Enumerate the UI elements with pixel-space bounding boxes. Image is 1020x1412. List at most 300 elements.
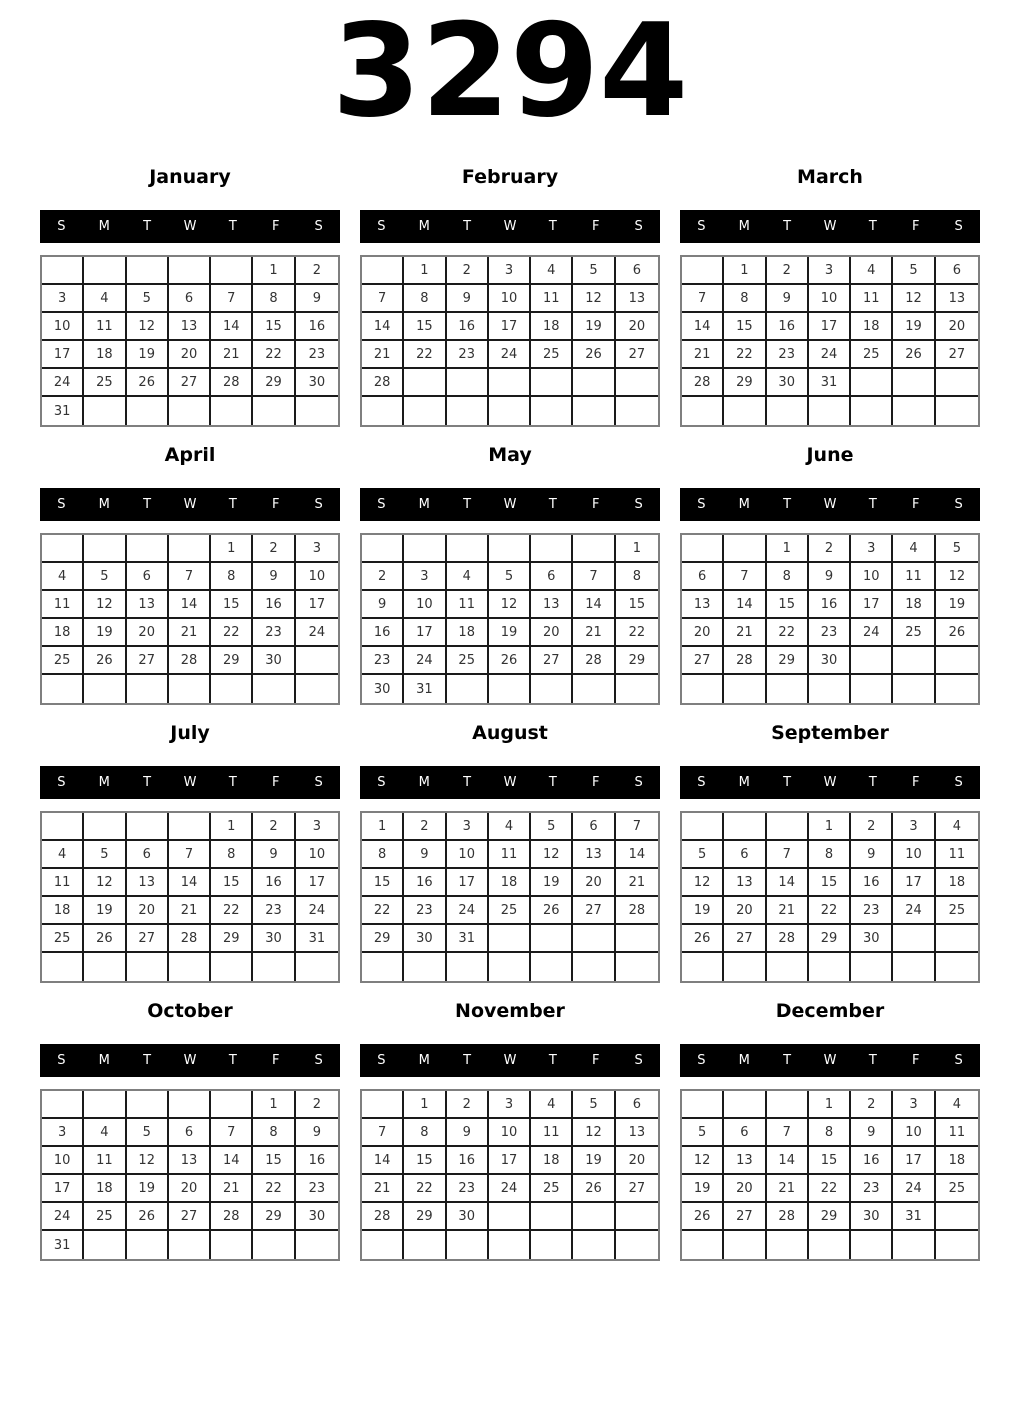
day-cell: 23 bbox=[767, 341, 809, 369]
day-cell: 26 bbox=[489, 647, 531, 675]
month-card bbox=[40, 158, 340, 427]
day-cell: 31 bbox=[296, 925, 338, 953]
weekday-header-wed: W bbox=[823, 219, 837, 234]
day-cell: 6 bbox=[531, 563, 573, 591]
day-cell: 3 bbox=[296, 535, 338, 563]
empty-day-cell bbox=[253, 1231, 295, 1259]
month-title: June bbox=[806, 444, 854, 466]
empty-day-cell bbox=[84, 1091, 126, 1119]
day-cell: 8 bbox=[809, 1119, 851, 1147]
day-cell: 4 bbox=[531, 257, 573, 285]
day-cell: 11 bbox=[936, 1119, 978, 1147]
weekday-header-sat: S bbox=[954, 219, 963, 234]
weekday-header-mon: M bbox=[98, 1053, 110, 1068]
day-cell: 6 bbox=[616, 257, 658, 285]
day-cell: 13 bbox=[616, 285, 658, 313]
day-cell: 3 bbox=[851, 535, 893, 563]
weekday-header-thu: T bbox=[228, 1053, 237, 1068]
day-cell: 10 bbox=[404, 591, 446, 619]
empty-day-cell bbox=[362, 1231, 404, 1259]
weekday-header-sun: S bbox=[377, 775, 386, 790]
empty-day-cell bbox=[573, 925, 615, 953]
day-cell: 15 bbox=[724, 313, 766, 341]
day-cell: 13 bbox=[531, 591, 573, 619]
day-cell: 29 bbox=[809, 1203, 851, 1231]
day-cell: 12 bbox=[936, 563, 978, 591]
day-cell: 1 bbox=[253, 1091, 295, 1119]
empty-day-cell bbox=[42, 1091, 84, 1119]
day-cell: 28 bbox=[573, 647, 615, 675]
month-card bbox=[360, 992, 660, 1261]
empty-day-cell bbox=[682, 953, 724, 981]
empty-day-cell bbox=[362, 535, 404, 563]
day-cell: 9 bbox=[253, 563, 295, 591]
day-cell: 5 bbox=[531, 813, 573, 841]
weekday-header-sun: S bbox=[57, 219, 66, 234]
day-cell: 23 bbox=[362, 647, 404, 675]
weekday-header-mon: M bbox=[98, 775, 110, 790]
weekday-header-fri: F bbox=[911, 1053, 920, 1068]
empty-day-cell bbox=[809, 953, 851, 981]
day-cell: 7 bbox=[724, 563, 766, 591]
day-cell: 5 bbox=[489, 563, 531, 591]
day-cell: 28 bbox=[724, 647, 766, 675]
day-cell: 21 bbox=[682, 341, 724, 369]
day-cell: 7 bbox=[169, 563, 211, 591]
empty-day-cell bbox=[42, 535, 84, 563]
day-cell: 7 bbox=[169, 841, 211, 869]
weekday-header-mon: M bbox=[98, 497, 110, 512]
day-cell: 8 bbox=[724, 285, 766, 313]
day-cell: 2 bbox=[296, 257, 338, 285]
empty-day-cell bbox=[211, 1091, 253, 1119]
day-cell: 11 bbox=[531, 285, 573, 313]
day-cell: 24 bbox=[489, 341, 531, 369]
weekday-header-sun: S bbox=[697, 497, 706, 512]
empty-day-cell bbox=[84, 953, 126, 981]
day-grid bbox=[40, 533, 340, 705]
weekday-header-wed: W bbox=[503, 1053, 517, 1068]
day-cell: 22 bbox=[404, 1175, 446, 1203]
day-cell: 7 bbox=[362, 285, 404, 313]
empty-day-cell bbox=[169, 813, 211, 841]
empty-day-cell bbox=[893, 925, 935, 953]
empty-day-cell bbox=[127, 535, 169, 563]
empty-day-cell bbox=[84, 675, 126, 703]
day-grid bbox=[360, 255, 660, 427]
empty-day-cell bbox=[404, 535, 446, 563]
weekday-header-mon: M bbox=[738, 775, 750, 790]
day-cell: 30 bbox=[404, 925, 446, 953]
weekday-header-tue: T bbox=[463, 775, 472, 790]
day-cell: 15 bbox=[211, 869, 253, 897]
month-card bbox=[680, 436, 980, 705]
month-card bbox=[360, 436, 660, 705]
day-cell: 15 bbox=[767, 591, 809, 619]
day-cell: 1 bbox=[404, 257, 446, 285]
day-cell: 24 bbox=[296, 897, 338, 925]
weekday-header-fri: F bbox=[271, 1053, 280, 1068]
empty-day-cell bbox=[169, 675, 211, 703]
empty-day-cell bbox=[531, 397, 573, 425]
empty-day-cell bbox=[489, 1231, 531, 1259]
day-cell: 4 bbox=[936, 813, 978, 841]
empty-day-cell bbox=[489, 397, 531, 425]
empty-day-cell bbox=[404, 953, 446, 981]
day-cell: 22 bbox=[211, 897, 253, 925]
day-cell: 28 bbox=[682, 369, 724, 397]
day-cell: 17 bbox=[404, 619, 446, 647]
day-cell: 5 bbox=[127, 285, 169, 313]
day-cell: 30 bbox=[296, 1203, 338, 1231]
day-grid bbox=[680, 533, 980, 705]
weekday-header-fri: F bbox=[591, 1053, 600, 1068]
empty-day-cell bbox=[573, 1203, 615, 1231]
day-cell: 26 bbox=[682, 1203, 724, 1231]
day-cell: 4 bbox=[84, 285, 126, 313]
weekday-header-sun: S bbox=[377, 497, 386, 512]
empty-day-cell bbox=[362, 257, 404, 285]
day-cell: 6 bbox=[936, 257, 978, 285]
weekday-header-mon: M bbox=[98, 219, 110, 234]
day-cell: 9 bbox=[296, 1119, 338, 1147]
day-cell: 2 bbox=[767, 257, 809, 285]
weekday-header-mon: M bbox=[418, 1053, 430, 1068]
day-cell: 10 bbox=[42, 313, 84, 341]
day-cell: 4 bbox=[893, 535, 935, 563]
weekday-header-sat: S bbox=[634, 1053, 643, 1068]
day-cell: 4 bbox=[851, 257, 893, 285]
empty-day-cell bbox=[531, 953, 573, 981]
empty-day-cell bbox=[936, 369, 978, 397]
day-cell: 28 bbox=[767, 925, 809, 953]
empty-day-cell bbox=[724, 397, 766, 425]
day-cell: 15 bbox=[211, 591, 253, 619]
day-cell: 1 bbox=[253, 257, 295, 285]
day-cell: 7 bbox=[682, 285, 724, 313]
day-cell: 7 bbox=[767, 1119, 809, 1147]
weekday-header-bar bbox=[680, 766, 980, 799]
day-cell: 26 bbox=[682, 925, 724, 953]
empty-day-cell bbox=[936, 953, 978, 981]
day-cell: 30 bbox=[767, 369, 809, 397]
day-cell: 15 bbox=[362, 869, 404, 897]
day-cell: 14 bbox=[767, 869, 809, 897]
day-cell: 9 bbox=[253, 841, 295, 869]
day-cell: 24 bbox=[893, 1175, 935, 1203]
day-cell: 15 bbox=[809, 1147, 851, 1175]
day-cell: 1 bbox=[211, 813, 253, 841]
day-cell: 12 bbox=[682, 869, 724, 897]
weekday-header-bar bbox=[680, 1044, 980, 1077]
weekday-header-mon: M bbox=[418, 497, 430, 512]
day-cell: 20 bbox=[724, 897, 766, 925]
day-cell: 4 bbox=[936, 1091, 978, 1119]
day-cell: 18 bbox=[531, 313, 573, 341]
empty-day-cell bbox=[362, 1091, 404, 1119]
empty-day-cell bbox=[809, 675, 851, 703]
day-grid bbox=[40, 1089, 340, 1261]
day-cell: 20 bbox=[724, 1175, 766, 1203]
day-cell: 9 bbox=[447, 285, 489, 313]
day-cell: 22 bbox=[616, 619, 658, 647]
weekday-header-thu: T bbox=[548, 497, 557, 512]
empty-day-cell bbox=[936, 397, 978, 425]
day-cell: 25 bbox=[936, 1175, 978, 1203]
day-cell: 9 bbox=[809, 563, 851, 591]
day-cell: 22 bbox=[253, 341, 295, 369]
weekday-header-tue: T bbox=[143, 775, 152, 790]
day-cell: 11 bbox=[84, 1147, 126, 1175]
empty-day-cell bbox=[404, 397, 446, 425]
day-cell: 9 bbox=[296, 285, 338, 313]
weekday-header-sat: S bbox=[634, 775, 643, 790]
empty-day-cell bbox=[682, 1231, 724, 1259]
day-cell: 3 bbox=[809, 257, 851, 285]
day-cell: 18 bbox=[936, 1147, 978, 1175]
day-cell: 25 bbox=[936, 897, 978, 925]
day-cell: 2 bbox=[447, 1091, 489, 1119]
day-cell: 18 bbox=[42, 619, 84, 647]
empty-day-cell bbox=[296, 397, 338, 425]
day-cell: 21 bbox=[767, 1175, 809, 1203]
day-cell: 11 bbox=[42, 591, 84, 619]
weekday-header-bar bbox=[360, 766, 660, 799]
day-cell: 20 bbox=[127, 897, 169, 925]
day-cell: 8 bbox=[211, 563, 253, 591]
day-cell: 6 bbox=[169, 1119, 211, 1147]
day-cell: 28 bbox=[362, 369, 404, 397]
day-cell: 31 bbox=[404, 675, 446, 703]
day-cell: 31 bbox=[447, 925, 489, 953]
day-cell: 23 bbox=[296, 1175, 338, 1203]
day-cell: 12 bbox=[682, 1147, 724, 1175]
empty-day-cell bbox=[211, 257, 253, 285]
empty-day-cell bbox=[767, 1091, 809, 1119]
day-cell: 28 bbox=[767, 1203, 809, 1231]
empty-day-cell bbox=[489, 369, 531, 397]
day-cell: 8 bbox=[253, 1119, 295, 1147]
empty-day-cell bbox=[851, 953, 893, 981]
day-cell: 23 bbox=[404, 897, 446, 925]
empty-day-cell bbox=[851, 1231, 893, 1259]
weekday-header-sun: S bbox=[377, 1053, 386, 1068]
day-cell: 14 bbox=[724, 591, 766, 619]
day-cell: 16 bbox=[447, 1147, 489, 1175]
day-cell: 22 bbox=[809, 897, 851, 925]
month-card bbox=[40, 714, 340, 983]
day-cell: 9 bbox=[404, 841, 446, 869]
empty-day-cell bbox=[724, 675, 766, 703]
day-cell: 7 bbox=[616, 813, 658, 841]
day-cell: 29 bbox=[404, 1203, 446, 1231]
day-cell: 17 bbox=[489, 313, 531, 341]
day-cell: 10 bbox=[42, 1147, 84, 1175]
day-cell: 13 bbox=[682, 591, 724, 619]
empty-day-cell bbox=[211, 953, 253, 981]
day-cell: 18 bbox=[893, 591, 935, 619]
day-cell: 11 bbox=[936, 841, 978, 869]
day-cell: 2 bbox=[851, 813, 893, 841]
weekday-header-mon: M bbox=[738, 1053, 750, 1068]
empty-day-cell bbox=[682, 257, 724, 285]
day-cell: 3 bbox=[447, 813, 489, 841]
weekday-header-bar bbox=[680, 488, 980, 521]
day-cell: 16 bbox=[404, 869, 446, 897]
empty-day-cell bbox=[253, 675, 295, 703]
weekday-header-mon: M bbox=[418, 775, 430, 790]
day-cell: 30 bbox=[447, 1203, 489, 1231]
weekday-header-thu: T bbox=[868, 1053, 877, 1068]
month-title: September bbox=[771, 722, 889, 744]
weekday-header-wed: W bbox=[503, 497, 517, 512]
month-card bbox=[680, 158, 980, 427]
weekday-header-tue: T bbox=[463, 1053, 472, 1068]
empty-day-cell bbox=[127, 1091, 169, 1119]
day-cell: 1 bbox=[724, 257, 766, 285]
empty-day-cell bbox=[682, 1091, 724, 1119]
weekday-header-tue: T bbox=[783, 497, 792, 512]
day-cell: 5 bbox=[682, 841, 724, 869]
month-title: December bbox=[775, 1000, 885, 1022]
weekday-header-sat: S bbox=[314, 219, 323, 234]
empty-day-cell bbox=[851, 397, 893, 425]
day-cell: 23 bbox=[851, 1175, 893, 1203]
empty-day-cell bbox=[404, 369, 446, 397]
weekday-header-tue: T bbox=[463, 497, 472, 512]
empty-day-cell bbox=[84, 1231, 126, 1259]
day-cell: 9 bbox=[851, 841, 893, 869]
weekday-header-fri: F bbox=[911, 775, 920, 790]
empty-day-cell bbox=[893, 647, 935, 675]
empty-day-cell bbox=[362, 953, 404, 981]
day-cell: 20 bbox=[169, 341, 211, 369]
day-cell: 8 bbox=[767, 563, 809, 591]
day-cell: 5 bbox=[893, 257, 935, 285]
empty-day-cell bbox=[616, 953, 658, 981]
day-cell: 10 bbox=[489, 1119, 531, 1147]
day-cell: 14 bbox=[767, 1147, 809, 1175]
day-cell: 24 bbox=[851, 619, 893, 647]
weekday-header-sun: S bbox=[697, 775, 706, 790]
day-cell: 13 bbox=[724, 869, 766, 897]
empty-day-cell bbox=[531, 369, 573, 397]
day-cell: 14 bbox=[573, 591, 615, 619]
day-cell: 17 bbox=[42, 1175, 84, 1203]
day-cell: 27 bbox=[573, 897, 615, 925]
day-cell: 1 bbox=[616, 535, 658, 563]
day-cell: 26 bbox=[531, 897, 573, 925]
empty-day-cell bbox=[531, 1231, 573, 1259]
empty-day-cell bbox=[447, 675, 489, 703]
day-cell: 21 bbox=[169, 619, 211, 647]
month-title: October bbox=[147, 1000, 233, 1022]
day-cell: 20 bbox=[531, 619, 573, 647]
day-cell: 19 bbox=[84, 619, 126, 647]
day-cell: 1 bbox=[809, 813, 851, 841]
day-cell: 16 bbox=[851, 1147, 893, 1175]
day-cell: 13 bbox=[724, 1147, 766, 1175]
day-cell: 5 bbox=[682, 1119, 724, 1147]
day-cell: 16 bbox=[253, 591, 295, 619]
day-cell: 27 bbox=[616, 1175, 658, 1203]
weekday-header-fri: F bbox=[271, 219, 280, 234]
day-cell: 7 bbox=[573, 563, 615, 591]
empty-day-cell bbox=[936, 925, 978, 953]
day-cell: 29 bbox=[767, 647, 809, 675]
month-title: January bbox=[149, 166, 231, 188]
day-grid bbox=[680, 255, 980, 427]
day-cell: 24 bbox=[42, 369, 84, 397]
weekday-header-bar bbox=[40, 488, 340, 521]
day-cell: 7 bbox=[767, 841, 809, 869]
weekday-header-sun: S bbox=[697, 219, 706, 234]
day-cell: 20 bbox=[936, 313, 978, 341]
weekday-header-wed: W bbox=[183, 1053, 197, 1068]
day-cell: 28 bbox=[169, 925, 211, 953]
day-cell: 24 bbox=[893, 897, 935, 925]
day-cell: 11 bbox=[447, 591, 489, 619]
empty-day-cell bbox=[893, 675, 935, 703]
weekday-header-wed: W bbox=[183, 775, 197, 790]
day-cell: 22 bbox=[809, 1175, 851, 1203]
weekday-header-sun: S bbox=[57, 775, 66, 790]
day-grid bbox=[360, 811, 660, 983]
day-cell: 19 bbox=[127, 341, 169, 369]
day-cell: 29 bbox=[616, 647, 658, 675]
empty-day-cell bbox=[851, 647, 893, 675]
day-cell: 1 bbox=[767, 535, 809, 563]
empty-day-cell bbox=[127, 257, 169, 285]
month-card bbox=[680, 714, 980, 983]
day-cell: 16 bbox=[851, 869, 893, 897]
day-cell: 17 bbox=[851, 591, 893, 619]
day-cell: 2 bbox=[809, 535, 851, 563]
empty-day-cell bbox=[573, 369, 615, 397]
empty-day-cell bbox=[531, 675, 573, 703]
day-cell: 25 bbox=[42, 647, 84, 675]
empty-day-cell bbox=[809, 397, 851, 425]
empty-day-cell bbox=[169, 953, 211, 981]
day-cell: 9 bbox=[767, 285, 809, 313]
day-cell: 29 bbox=[809, 925, 851, 953]
empty-day-cell bbox=[616, 925, 658, 953]
day-cell: 18 bbox=[84, 341, 126, 369]
day-cell: 30 bbox=[851, 1203, 893, 1231]
day-cell: 4 bbox=[447, 563, 489, 591]
empty-day-cell bbox=[211, 675, 253, 703]
day-cell: 6 bbox=[616, 1091, 658, 1119]
day-cell: 26 bbox=[127, 369, 169, 397]
day-cell: 4 bbox=[42, 841, 84, 869]
empty-day-cell bbox=[489, 925, 531, 953]
day-cell: 23 bbox=[447, 341, 489, 369]
day-grid bbox=[40, 255, 340, 427]
weekday-header-fri: F bbox=[271, 497, 280, 512]
weekday-header-wed: W bbox=[503, 219, 517, 234]
weekday-header-thu: T bbox=[868, 775, 877, 790]
empty-day-cell bbox=[682, 397, 724, 425]
day-cell: 11 bbox=[84, 313, 126, 341]
empty-day-cell bbox=[447, 369, 489, 397]
weekday-header-thu: T bbox=[228, 219, 237, 234]
empty-day-cell bbox=[296, 647, 338, 675]
empty-day-cell bbox=[893, 953, 935, 981]
day-cell: 24 bbox=[489, 1175, 531, 1203]
empty-day-cell bbox=[767, 675, 809, 703]
empty-day-cell bbox=[169, 397, 211, 425]
day-cell: 5 bbox=[84, 841, 126, 869]
